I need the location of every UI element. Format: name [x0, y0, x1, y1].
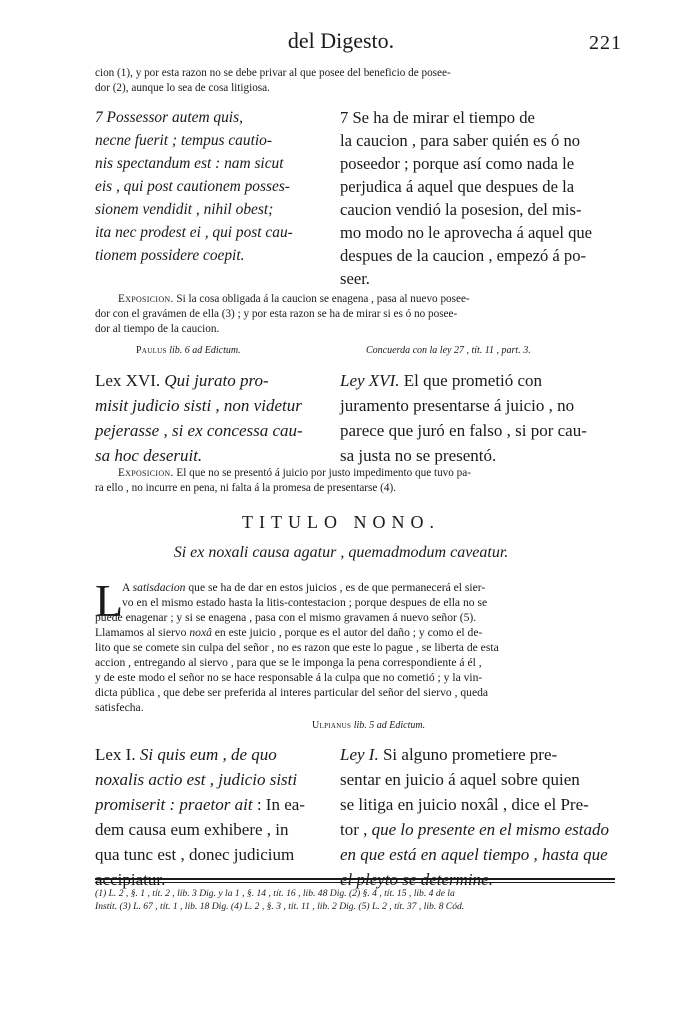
law7-spanish-line: mo modo no le aprovecha á aquel que [340, 223, 593, 242]
law7-latin-line: sionem vendidit , nihil obest; [95, 201, 274, 218]
law1-spanish-line: el pleyto se determine. [340, 870, 493, 889]
body-text: A [122, 581, 133, 594]
body-line: y de este modo el señor no se hace responsable á la culpa que no cometió ; y la vin- [95, 671, 483, 684]
law7-spanish-line: 7 Se ha de mirar el tiempo de [340, 108, 535, 127]
law7-latin-line: ita nec prodest ei , qui post cau- [95, 224, 293, 241]
law16-spanish-line: juramento presentarse á juicio , no [340, 396, 575, 415]
footnote-rule-thin [95, 882, 615, 883]
citation-concuerda: Concuerda con la ley 27 , tít. 11 , part. 3. [366, 345, 531, 356]
exposicion-2-cont [95, 481, 615, 496]
law1-spanish-line: sentar en juicio á aquel sobre quien [340, 770, 580, 789]
body-line: accion , entregando al siervo , para que se le imponga la pena correspondiente á él , [95, 656, 482, 669]
expo2-line-2: ra ello , no incurre en pena, ni falta á la promesa de presentarse (4). [95, 482, 396, 494]
body-text: en este juicio , porque es el autor del daño ; y como el de- [211, 626, 483, 639]
law1-latin-line: noxalis actio est , judicio sisti [95, 770, 298, 789]
section-subtitle: Si ex noxali causa agatur , quemadmodum caveatur. [173, 544, 509, 561]
section-title: TITULO NONO. [242, 512, 440, 532]
intro-line-1: cion (1), y por esta razon no se debe privar al que posee del beneficio de posee- [95, 67, 451, 79]
exposicion-1 [118, 292, 615, 307]
law7-latin-line: eis , qui post cautionem posses- [95, 178, 290, 195]
law1-spanish-line [340, 817, 620, 842]
law1-latin [95, 742, 330, 892]
body-line: satisfecha. [95, 701, 144, 714]
law1-spanish-text: tor , [340, 820, 372, 839]
law16-latin-text: Qui jurato pro- [164, 371, 269, 390]
law1-spanish-line [340, 742, 620, 767]
law1-latin-text: Si quis eum , de quo [139, 745, 277, 764]
law16-spanish-line: parece que juró en falso , si por cau- [340, 421, 587, 440]
law7-latin [95, 106, 327, 267]
law1-spanish-heading: Ley I. [340, 745, 379, 764]
law1-spanish-line: en que está en aquel tiempo , hasta que [340, 845, 608, 864]
body-line [122, 580, 615, 595]
law1-spanish-text: Si alguno prometiere pre- [378, 745, 558, 764]
exposicion-1-cont [95, 307, 615, 337]
law7-latin-line: 7 Possessor autem quis, [95, 109, 243, 126]
body-italic: satisdacion [132, 581, 186, 594]
expo2-line-1 [118, 466, 615, 481]
law16-spanish-line [340, 368, 620, 393]
exposicion-2 [118, 466, 615, 481]
citation-paulus [136, 345, 241, 356]
law1-spanish-line: se litiga en juicio noxâl , dice el Pre- [340, 795, 589, 814]
drop-cap: L [95, 575, 124, 626]
intro-text [95, 66, 615, 96]
law7-spanish-line: poseedor ; porque así como nada le [340, 154, 575, 173]
expo1-line-3: dor al tiempo de la caucion. [95, 323, 220, 335]
expo1-label: Exposicion. [118, 293, 174, 305]
law16-latin-heading: Lex XVI. [95, 371, 165, 390]
law7-latin-line: tionem possidere coepit. [95, 247, 245, 264]
law7-latin-line: nis spectandum est : nam sicut [95, 155, 284, 172]
law1-latin-line: dem causa eum exhibere , in [95, 820, 289, 839]
law7-spanish-line: caucion vendió la posesion, del mis- [340, 200, 582, 219]
body-line: dicta pública , que debe ser preferida al interes particular del señor del siervo , queda [95, 686, 489, 699]
body-text: Llamamos al siervo [95, 626, 190, 639]
citation-author: Paulus [136, 345, 167, 356]
law16-latin-line: sa hoc deseruit. [95, 446, 203, 465]
law1-latin-text: : In ea- [252, 795, 305, 814]
law1-latin-line: accipiatur. [95, 870, 166, 889]
footnote-line: Instit. (3) L. 67 , tít. 1 , lib. 18 Dig. (4) L. 2 , §. 3 , tít. 11 , lib. 2 Dig. (5) L. 2 , tít. 37 , lib. 8 Cód. [95, 901, 465, 912]
body-italic: noxâ [189, 626, 212, 639]
law1-latin-line: qua tunc est , donec judicium [95, 845, 295, 864]
law16-latin-line [95, 368, 327, 393]
law7-spanish-line: despues de la caucion , empezó á po- [340, 246, 587, 265]
citation-author: Ulpianus [312, 720, 352, 731]
law16-spanish-line: sa justa no se presentó. [340, 446, 497, 465]
citation-ulpianus [312, 720, 425, 731]
body-text: que se ha de dar en estos juicios , es de que permanecerá el sier- [185, 581, 486, 594]
law16-spanish-heading: Ley XVI. [340, 371, 400, 390]
law1-latin-line [95, 792, 330, 817]
law1-spanish-italic: que lo presente en el mismo estado [371, 820, 609, 839]
law7-spanish-line: seer. [340, 269, 370, 288]
expo2-label: Exposicion. [118, 467, 174, 479]
citation-source: lib. 6 ad Edictum. [166, 345, 241, 356]
law1-latin-text: promiserit : praetor ait [95, 795, 253, 814]
law1-latin-heading: Lex I. [95, 745, 140, 764]
expo2-text-1: El que no se presentó á juicio por justo impedimento que tuvo pa- [173, 467, 471, 479]
footnote-rule [95, 878, 615, 880]
law16-spanish-text: El que prometió con [399, 371, 543, 390]
law1-latin-line [95, 742, 330, 767]
body-line: vo en el mismo estado hasta la litis-contestacion ; porque despues de ella no se [122, 596, 488, 609]
body-line: lito que se comete sin culpa del señor , no es razon que este lo pague , se liberta de esta [95, 641, 499, 654]
expo1-line-2: dor con el gravámen de ella (3) ; y por esta razon se ha de mirar si es ó no posee- [95, 308, 458, 320]
intro-line-2: dor (2), aunque lo sea de cosa litigiosa. [95, 82, 270, 94]
body-paragraph [95, 610, 615, 715]
footnote-line: (1) L. 2 , §. 1 , tít. 2 , lib. 3 Dig. y la 1 , §. 14 , tít. 16 , lib. 48 Dig. (2) §. 4 , tít. 15 , lib. 4 de la [95, 888, 455, 899]
law7-spanish-line: la caucion , para saber quién es ó no [340, 131, 581, 150]
footnotes [95, 887, 620, 913]
law16-spanish [340, 368, 620, 468]
running-title: del Digesto. [287, 28, 395, 53]
law1-spanish [340, 742, 620, 892]
expo1-text-1: Si la cosa obligada á la caucion se enagena , pasa al nuevo posee- [173, 293, 470, 305]
law16-latin [95, 368, 327, 468]
law7-spanish-line: perjudica á aquel que despues de la [340, 177, 575, 196]
citation-source: lib. 5 ad Edictum. [351, 720, 426, 731]
law7-latin-line: necne fuerit ; tempus cautio- [95, 132, 272, 149]
body-line: puede enagenar ; y si se enagena , pasa con el mismo gravamen á nuevo señor (5). [95, 611, 477, 624]
law16-latin-line: misit judicio sisti , non videtur [95, 396, 302, 415]
page-number: 221 [589, 32, 622, 54]
body-first-lines [122, 580, 615, 610]
law16-latin-line: pejerasse , si ex concessa cau- [95, 421, 303, 440]
law7-spanish [340, 106, 620, 290]
body-line [95, 625, 615, 640]
expo1-line-1 [118, 292, 615, 307]
